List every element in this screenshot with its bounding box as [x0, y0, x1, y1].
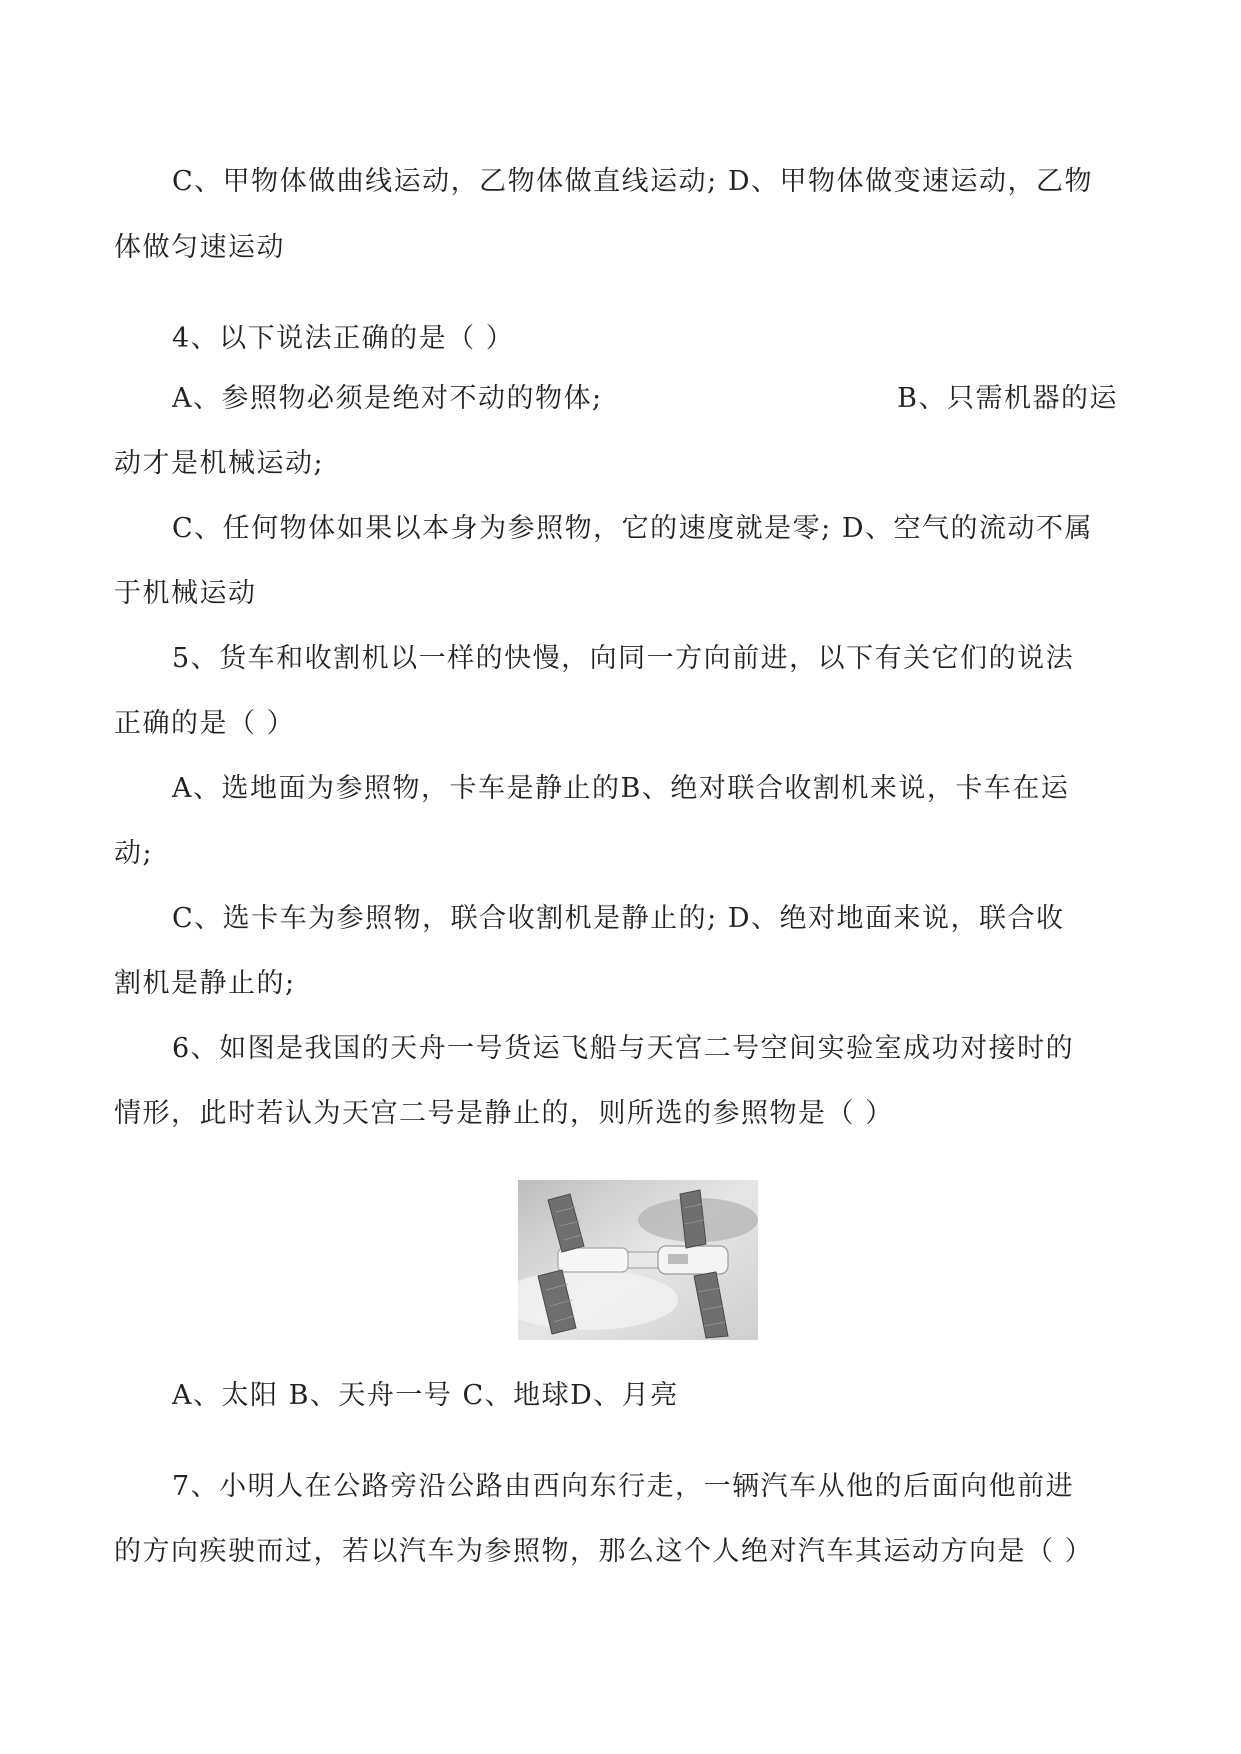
spacecraft-docking-image	[518, 1180, 758, 1340]
q5-stem: 5、货车和收割机以一样的快慢，向同一方向前进，以下有关它们的说法	[172, 643, 1075, 674]
q4-option-b-cont: 动才是机械运动;	[114, 448, 325, 479]
q4-option-a: A、参照物必须是绝对不动的物体;	[172, 383, 603, 414]
q4-option-b: B、只需机器的运	[897, 383, 1118, 414]
q3-option-d-cont: 体做匀速运动	[114, 232, 285, 263]
q6-options: A、太阳 B、天舟一号 C、地球D、月亮	[172, 1380, 679, 1411]
q5-stem-cont: 正确的是（ ）	[114, 708, 296, 739]
q4-options-a-b	[172, 379, 1118, 419]
q4-stem: 4、以下说法正确的是（ ）	[172, 323, 515, 354]
q5-option-b-cont: 动;	[114, 838, 154, 869]
q7-stem: 7、小明人在公路旁沿公路由西向东行走，一辆汽车从他的后面向他前进	[172, 1471, 1075, 1502]
q7-stem-cont: 的方向疾驶而过，若以汽车为参照物，那么这个人绝对汽车其运动方向是（ ）	[114, 1536, 1094, 1567]
q5-option-c-d: C、选卡车为参照物，联合收割机是静止的; D、绝对地面来说，联合收	[172, 903, 1065, 934]
q4-option-c-d: C、任何物体如果以本身为参照物，它的速度就是零; D、空气的流动不属	[172, 513, 1093, 544]
q5-option-d-cont: 割机是静止的;	[114, 968, 296, 999]
q4-option-d-cont: 于机械运动	[114, 578, 257, 609]
q3-option-c-d: C、甲物体做曲线运动，乙物体做直线运动; D、甲物体做变速运动，乙物	[172, 166, 1093, 197]
spacecraft-docking-icon	[518, 1180, 758, 1340]
q5-option-a-b: A、选地面为参照物，卡车是静止的B、绝对联合收割机来说，卡车在运	[172, 773, 1070, 804]
q6-stem-cont: 情形，此时若认为天宫二号是静止的，则所选的参照物是（ ）	[114, 1098, 894, 1129]
q6-stem: 6、如图是我国的天舟一号货运飞船与天宫二号空间实验室成功对接时的	[172, 1033, 1075, 1064]
